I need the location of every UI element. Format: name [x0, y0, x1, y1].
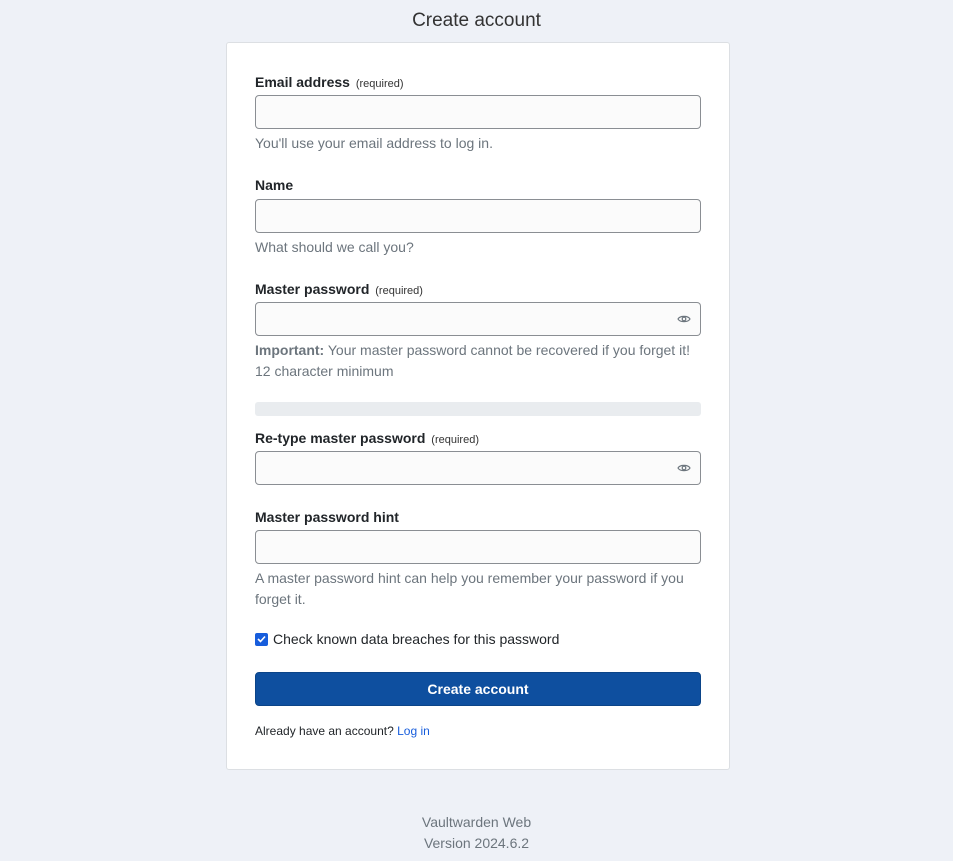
breach-check-checkbox[interactable]: [255, 633, 268, 646]
footer-app-name: Vaultwarden Web: [421, 814, 532, 830]
check-icon: [257, 635, 266, 643]
password-strength-meter: [255, 402, 701, 416]
email-label: [255, 74, 404, 90]
eye-icon: [677, 463, 691, 473]
breach-check-row[interactable]: [255, 631, 559, 647]
name-help: What should we call you?: [255, 239, 414, 255]
master-password-input[interactable]: [255, 302, 668, 336]
login-link[interactable]: Log in: [397, 724, 430, 738]
name-input[interactable]: [255, 199, 701, 233]
hint-label-text: Master password hint: [255, 509, 399, 525]
password-hint-input[interactable]: [255, 530, 701, 564]
eye-icon: [677, 314, 691, 324]
email-required-note: (required): [355, 78, 404, 90]
breach-check-label: Check known data breaches for this password: [273, 631, 560, 647]
create-account-card: [226, 42, 730, 770]
footer-version: Version 2024.6.2: [423, 835, 530, 851]
master-password-help-strong: Important:: [255, 342, 325, 358]
name-label-text: Name: [255, 177, 294, 193]
master-password-help: [255, 340, 705, 382]
master-password-label: [255, 281, 423, 297]
retype-password-label: [255, 430, 479, 446]
page-title: Create account: [412, 10, 541, 31]
master-password-label-text: Master password: [255, 281, 370, 297]
retype-password-input[interactable]: [255, 451, 668, 485]
master-password-help-text: Your master password cannot be recovered if you forget it! 12 character minimum: [255, 342, 690, 379]
hint-help: A master password hint can help you remember your password if you forget it.: [255, 570, 684, 607]
email-label-text: Email address: [255, 74, 350, 90]
toggle-retype-password-visibility-button[interactable]: [667, 451, 701, 485]
name-label: [255, 177, 293, 193]
toggle-master-password-visibility-button[interactable]: [667, 302, 701, 336]
login-prompt: Already have an account?: [255, 724, 394, 738]
email-input[interactable]: [255, 95, 701, 129]
login-prompt-row: [255, 724, 430, 738]
footer: [0, 812, 953, 854]
create-account-button[interactable]: Create account: [255, 672, 701, 706]
hint-label: [255, 509, 399, 525]
retype-password-label-text: Re-type master password: [255, 430, 426, 446]
email-help: You'll use your email address to log in.: [255, 135, 493, 151]
retype-password-required-note: (required): [431, 434, 479, 446]
master-password-required-note: (required): [375, 285, 423, 297]
